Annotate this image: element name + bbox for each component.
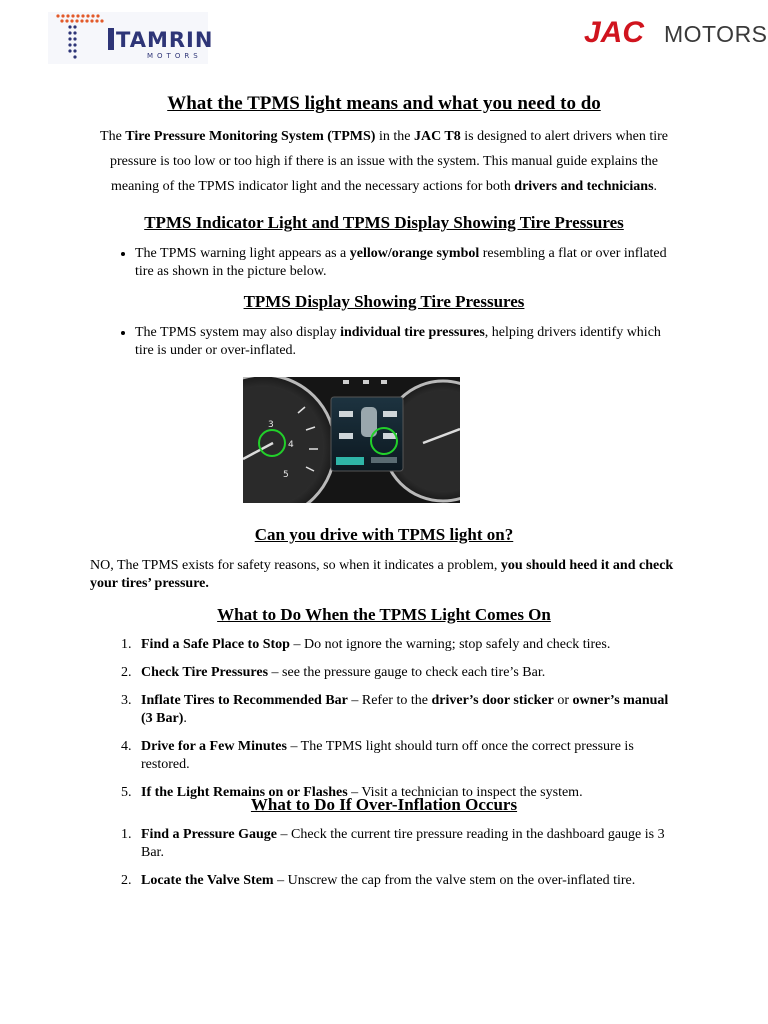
list-item: 4. Drive for a Few Minutes – The TPMS light should turn off once the correct pressure is restored. [135,738,678,774]
section-can-drive-text [90,557,678,593]
list-item: 1. Find a Safe Place to Stop – Do not ignore the warning; stop safely and check tires. [135,636,678,654]
tamrin-dot-mark-icon [48,12,118,64]
jac-motors-logo [584,16,768,50]
section-heading: Can you drive with TPMS light on? [254,525,514,544]
list-item: 2. Locate the Valve Stem – Unscrew the cap from the valve stem on the over-inflated tire. [135,872,678,890]
list-item: • The TPMS warning light appears as a yellow/orange symbol resembling a flat or over inflated tire as shown in the picture below. [135,245,678,281]
list-item: 5. If the Light Remains on or Flashes – Visit a technician to inspect the system. [135,784,678,802]
bullet-list [90,245,678,281]
section-what-to-do-list [90,636,678,812]
section-indicator-list [90,245,678,291]
section-display-list [90,324,678,370]
bullet-list [90,324,678,360]
section-over-inflation-list [90,826,678,900]
list-item: 3. Inflate Tires to Recommended Bar – Refer to the driver’s door sticker or owner’s manual (3 Bar). [135,692,678,728]
tamrin-motors-logo [48,12,214,64]
tpms-dashboard-photo [243,377,460,503]
section-can-drive [90,525,678,545]
list-item: 1. Find a Pressure Gauge – Check the current tire pressure reading in the dashboard gauge is 3 Bar. [135,826,678,862]
section-over-inflation [90,795,678,815]
section-heading: TPMS Indicator Light and TPMS Display Showing Tire Pressures [144,213,624,232]
section-display [90,292,678,312]
list-item: • The TPMS system may also display individual tire pressures, helping drivers identify which tire is under or over-inflated. [135,324,678,360]
section-heading: What to Do If Over-Inflation Occurs [250,795,518,814]
jac-logo-text: JAC [584,16,645,49]
gauge-number: 4 [288,440,294,450]
tamrin-logo-subtext: MOTORS [147,52,202,60]
numbered-list [90,826,678,890]
gauge-number: 3 [268,420,274,430]
jac-logo-motors-text: MOTORS [664,21,768,47]
section-heading: What to Do When the TPMS Light Comes On [217,605,551,624]
section-indicator-light [90,213,678,233]
gauge-number: 5 [283,470,289,480]
intro-block [96,124,672,199]
page-title: What the TPMS light means and what you need to do [167,93,601,114]
intro-paragraph: The Tire Pressure Monitoring System (TPMS) in the JAC T8 is designed to alert drivers when tire pressure is too low or too high if there is an issue with the system. This manual guide explains the meaning of the TPMS indicator light and the necessary actions for both drivers and technicians. [100,129,668,194]
tamrin-logo-text: TAMRIN [116,28,214,52]
can-drive-paragraph: NO, The TPMS exists for safety reasons, so when it indicates a problem, you should heed it and check your tires’ pressure. [90,558,674,591]
numbered-list [90,636,678,802]
section-heading: TPMS Display Showing Tire Pressures [243,292,525,311]
title-block [90,93,678,115]
section-what-to-do [90,605,678,625]
list-item: 2. Check Tire Pressures – see the pressure gauge to check each tire’s Bar. [135,664,678,682]
